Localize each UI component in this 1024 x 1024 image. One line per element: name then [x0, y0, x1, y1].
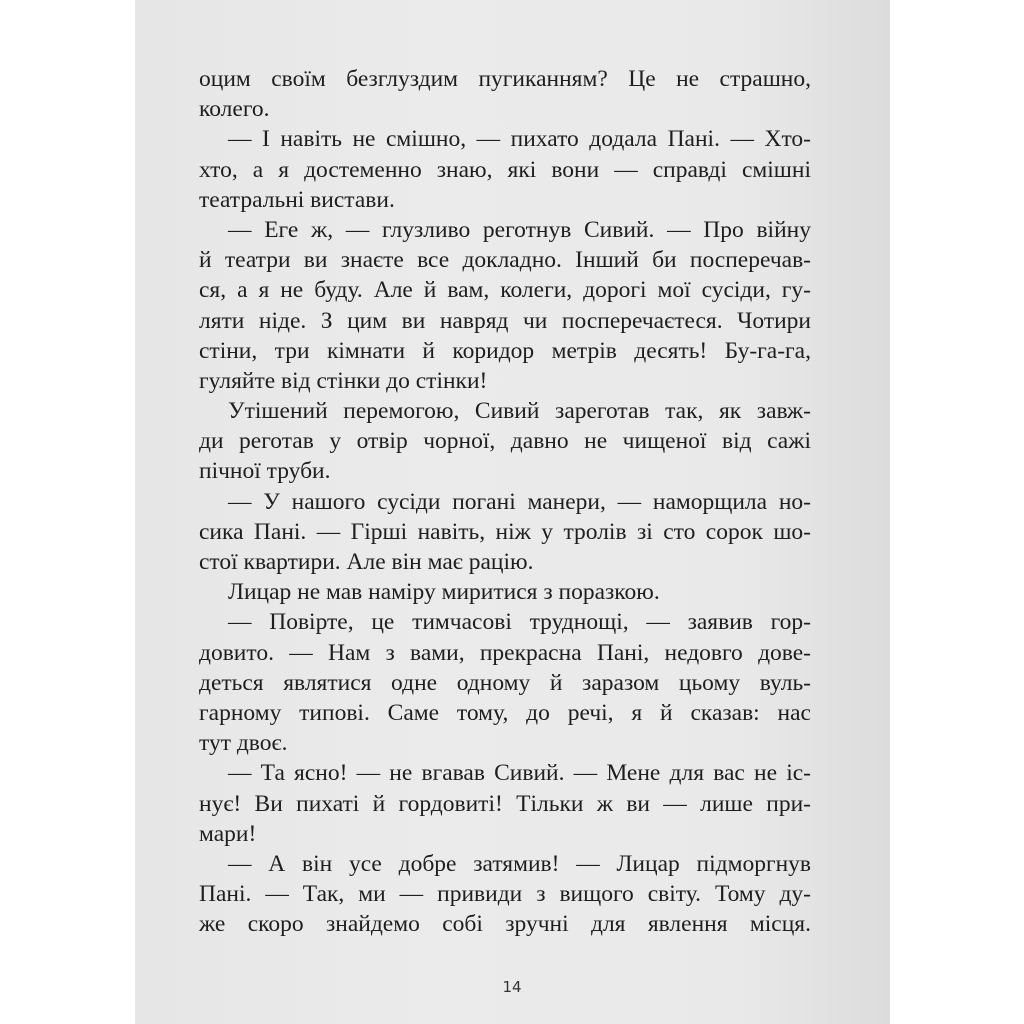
text-line: мари! [199, 820, 257, 847]
text-line: гарному типові. Саме тому, до речі, я й сказав: нас [199, 699, 811, 726]
text-line: гуляйте від стінки до стінки! [199, 367, 488, 394]
text-line: колего. [199, 96, 270, 123]
text-line: — У нашого сусіди погані манери, — наморщила но- [228, 488, 811, 515]
text-line: хто, а я достеменно знаю, які вони — справді смішні [199, 156, 811, 183]
text-line: довито. — Нам з вами, прекрасна Пані, недовго дове- [199, 639, 811, 666]
text-line: ся, а я не буду. Але й вам, колеги, дорогі мої сусіди, гу- [199, 277, 811, 304]
text-line: пічної труби. [199, 458, 331, 485]
text-line: стої квартири. Але він має рацію. [199, 549, 534, 575]
text-line: Утішений перемогою, Сивий зареготав так, як завж- [228, 398, 811, 425]
text-line: тут двоє. [199, 730, 288, 757]
text-line: — Та ясно! — не вгавав Сивий. — Мене для вас не іс- [228, 760, 811, 787]
text-line: театральні вистави. [199, 186, 395, 213]
text-line: Лицар не мав наміру миритися з поразкою. [228, 579, 660, 606]
text-line: й театри ви знаєте все докладно. Інший би посперечав- [199, 247, 811, 274]
text-line: ди реготав у отвір чорної, давно не чищеної від сажі [199, 428, 811, 455]
text-line: стіни, три кімнати й коридор метрів десять! Бу-га-га, [199, 337, 811, 364]
text-line: же скоро знайдемо собі зручні для явлення місця. [199, 911, 811, 938]
text-line: — І навіть не смішно, — пихато додала Пані. — Хто- [228, 126, 811, 153]
text-line: Пані. — Так, ми — привиди з вищого світу. Тому ду- [199, 881, 811, 908]
text-line: — А він усе добре затямив! — Лицар підморгнув [228, 850, 811, 877]
text-line: нує! Ви пихаті й гордовиті! Тільки ж ви — лише при- [199, 790, 811, 817]
text-line: сика Пані. — Гірші навіть, ніж у тролів зі сто сорок шо- [199, 518, 811, 545]
text-line: деться являтися одне одному й заразом цьому вуль- [199, 669, 811, 696]
page-number: 14 [502, 978, 522, 996]
text-line: оцим своїм безглуздим пугиканням? Це не страшно, [199, 66, 811, 92]
text-line: — Повірте, це тимчасові труднощі, — заявив гор- [228, 609, 811, 636]
text-line: ляти ніде. З цим ви навряд чи посперечаєтеся. Чотири [199, 307, 811, 334]
body-text [199, 64, 811, 939]
text-line: — Еге ж, — глузливо реготнув Сивий. — Про війну [228, 216, 811, 243]
